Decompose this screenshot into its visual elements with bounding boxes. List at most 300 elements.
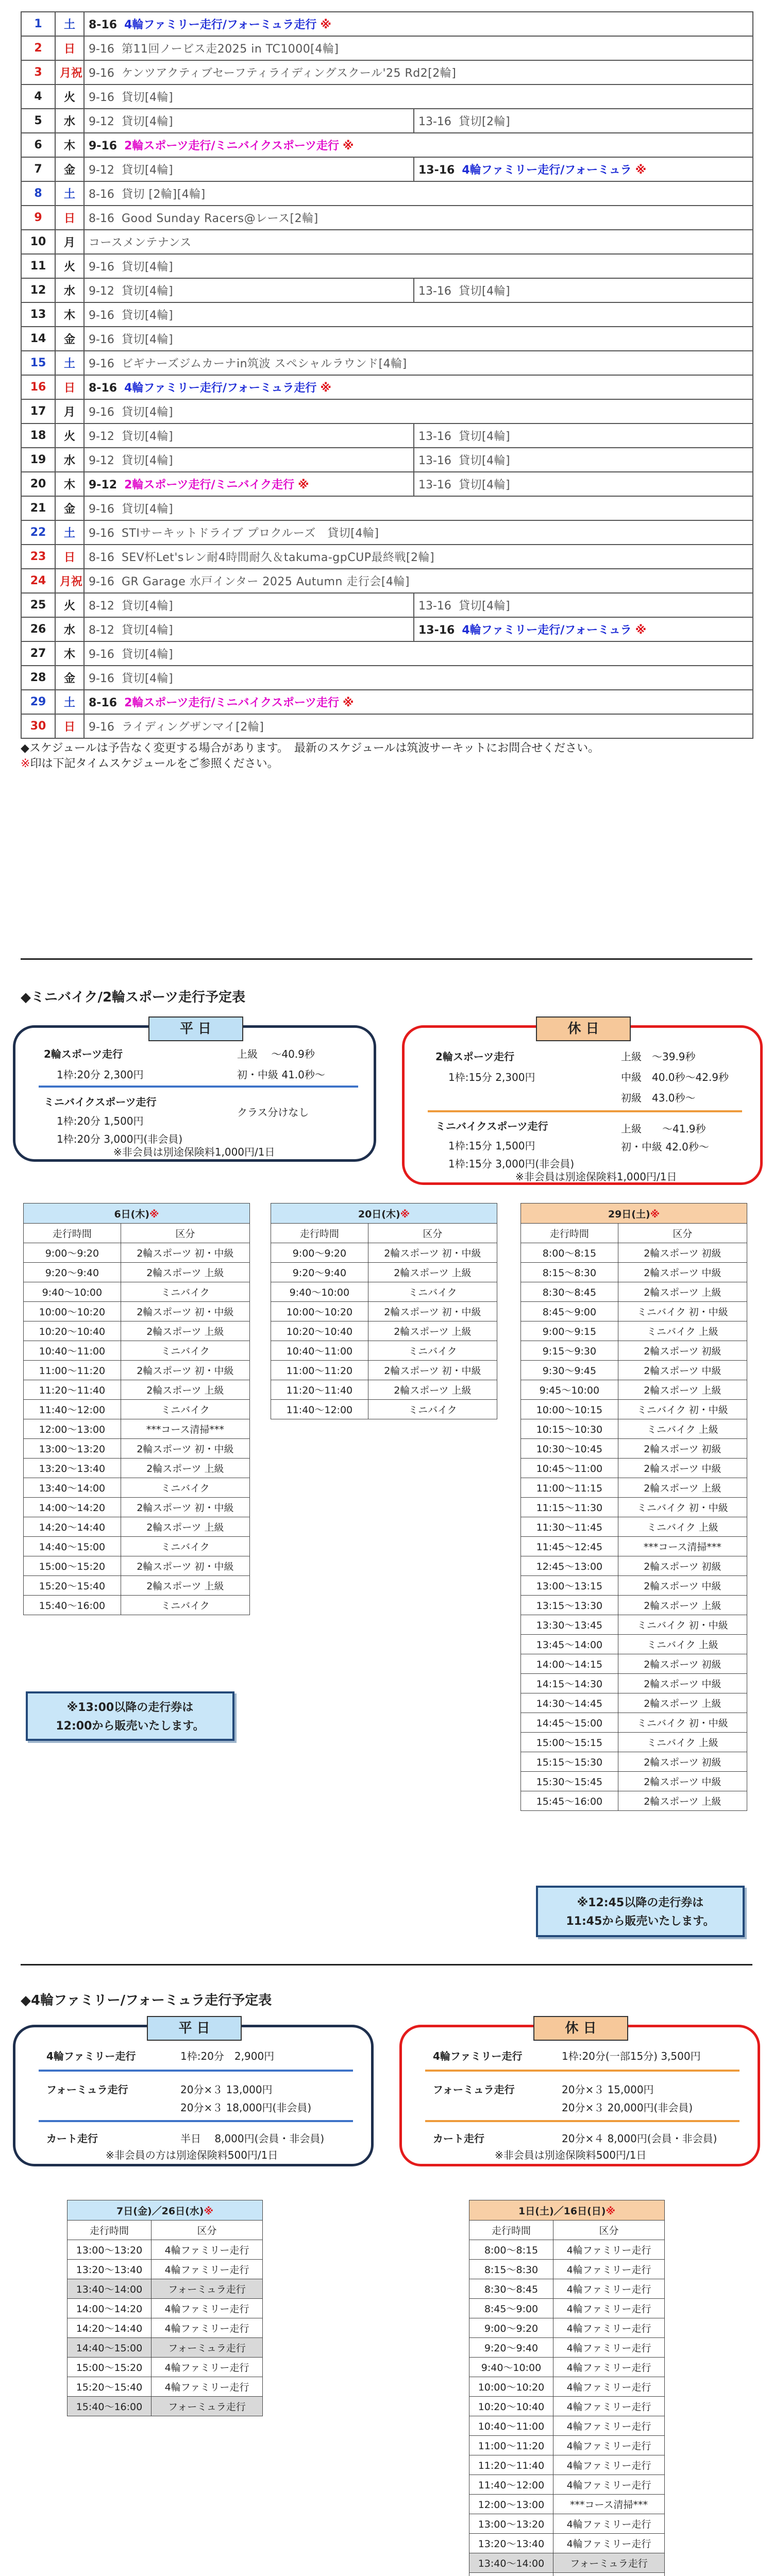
slot-category: 2輪スポーツ 初級 [618, 1439, 747, 1459]
slot-event: 貸切[4輪] [458, 285, 511, 298]
day-number: 16 [21, 375, 55, 399]
weekday: 金 [55, 157, 84, 181]
slot-time: 9-16 [89, 91, 114, 104]
slot-time: 9-16 [89, 721, 114, 734]
weekday: 月祝 [55, 60, 84, 84]
slot-event: 4輪ファミリー走行/フォーミュラ [462, 164, 632, 177]
slot-time: 13:20～13:40 [469, 2534, 553, 2553]
kart-label: カート走行 [46, 2132, 98, 2145]
slot-category: 2輪スポーツ 中級 [618, 1263, 747, 1282]
table-row [24, 1556, 250, 1576]
slot-time: 13:20～13:40 [68, 2260, 152, 2279]
slot-category: 2輪スポーツ 初級 [618, 1243, 747, 1263]
table-row [521, 1791, 747, 1811]
column-header-time: 走行時間 [68, 2221, 152, 2240]
notes-line-2-text: 印は下記タイムスケジュールをご参照ください。 [30, 757, 279, 770]
formula-price-1: 20分×３ 15,000円 [562, 2083, 654, 2096]
notice-line-1: ※13:00以降の走行券は [66, 1701, 194, 1714]
bike-sports-price: 1枠:15分 2,300円 [448, 1071, 535, 1083]
table-row [24, 1380, 250, 1400]
slot-time: 8-16 [89, 19, 117, 31]
slot-time: 13-16 [418, 115, 451, 128]
table-row [521, 1400, 747, 1419]
schedule-row [21, 666, 753, 690]
slot-category: フォーミュラ走行 [151, 2338, 262, 2358]
slot-category: 2輪スポーツ 初・中級 [121, 1243, 249, 1263]
table-caption-row [469, 2200, 665, 2221]
slot-event: 貸切 [2輪][4輪] [121, 188, 206, 201]
day-number: 23 [21, 545, 55, 569]
weekday: 月 [55, 399, 84, 423]
slot-time: 15:45～16:00 [521, 1791, 618, 1811]
slot-time: 14:40～15:00 [24, 1537, 121, 1556]
slot-time: 9:45～10:00 [521, 1380, 618, 1400]
event-cell [84, 36, 753, 60]
slot-time: 9-16 [89, 406, 114, 419]
schedule-row [21, 545, 753, 569]
slot-event: 貸切[4輪] [121, 624, 174, 637]
bike-class-3: 初級 43.0秒～ [621, 1092, 696, 1104]
slot-time: 10:15～10:30 [521, 1419, 618, 1439]
event-cell [84, 230, 753, 254]
slot-event: 貸切[4輪] [458, 479, 511, 492]
car-holiday-note: ※非会員は別途保険料500円/1日 [495, 2149, 647, 2161]
slot-time: 9-16 [89, 140, 117, 152]
table-row [24, 1400, 250, 1419]
slot-category: 2輪スポーツ 初・中級 [121, 1302, 249, 1321]
table-header-row [521, 1224, 747, 1243]
event-cell [84, 84, 753, 109]
bike-section-title: ◆ミニバイク/2輪スポーツ走行予定表 [21, 990, 246, 1005]
reference-mark: ※ [320, 19, 331, 31]
slot-category: ミニバイク [368, 1400, 497, 1419]
slot-event: Good Sunday Racers@レース[2輪] [121, 212, 318, 225]
schedule-row [21, 351, 753, 375]
event-cell [84, 520, 753, 545]
event-cell [84, 254, 753, 278]
weekday: 土 [55, 12, 84, 36]
slot-time: 15:20～15:40 [68, 2377, 152, 2397]
slot-time: 13-16 [418, 164, 455, 177]
table-header-row [68, 2221, 263, 2240]
slot-time: 13:30～13:45 [521, 1615, 618, 1635]
slot-category: ミニバイク 初・中級 [618, 1713, 747, 1733]
table-row [469, 2475, 665, 2495]
slot-category: ミニバイク 上級 [618, 1321, 747, 1341]
day-number: 3 [21, 60, 55, 84]
table-row [24, 1459, 250, 1478]
table-row [521, 1556, 747, 1576]
mini-price-2: 1枠:20分 3,000円(非会員) [57, 1133, 183, 1145]
table-row [521, 1419, 747, 1439]
family-price: 1枠:20分(一部15分) 3,500円 [562, 2050, 701, 2062]
slot-time: 13-16 [418, 454, 451, 467]
slot-category: 2輪スポーツ 中級 [618, 1361, 747, 1380]
event-cell [84, 496, 753, 520]
event-cell [84, 593, 414, 617]
slot-time: 13-16 [418, 600, 451, 613]
table-row [24, 1243, 250, 1263]
event-cell-afternoon [414, 617, 753, 641]
day-number: 5 [21, 109, 55, 133]
slot-category: 4輪ファミリー走行 [151, 2240, 262, 2260]
mini-class-1: 上級 ～41.9秒 [621, 1123, 706, 1135]
day-number: 15 [21, 351, 55, 375]
slot-category: 2輪スポーツ 中級 [618, 1459, 747, 1478]
slot-time: 9-16 [89, 358, 114, 370]
table-row [469, 2495, 665, 2514]
schedule-row [21, 60, 753, 84]
slot-time: 8-16 [89, 212, 114, 225]
slot-time: 10:40～11:00 [24, 1341, 121, 1361]
family-price: 1枠:20分 2,900円 [180, 2050, 275, 2062]
slot-category: 4輪ファミリー走行 [553, 2514, 664, 2534]
slot-time: 10:00～10:15 [521, 1400, 618, 1419]
day-number: 18 [21, 423, 55, 448]
day-number: 25 [21, 593, 55, 617]
slot-time: 8:00～8:15 [521, 1243, 618, 1263]
timetable-29th [520, 1203, 747, 1811]
column-header-time: 走行時間 [271, 1224, 368, 1243]
slot-time: 13-16 [418, 624, 455, 637]
caption-date: 29日(土) [608, 1208, 650, 1220]
table-row [24, 1517, 250, 1537]
day-number: 20 [21, 472, 55, 496]
car-weekday-note: ※非会員の方は別途保険料500円/1日 [106, 2149, 278, 2161]
schedule-row [21, 206, 753, 230]
slot-time: 13-16 [418, 430, 451, 443]
schedule-row [21, 109, 753, 133]
slot-time: 8-16 [89, 697, 117, 709]
day-number: 4 [21, 84, 55, 109]
slot-time: 13:20～13:40 [24, 1459, 121, 1478]
slot-time: 11:00～11:15 [521, 1478, 618, 1498]
table-row [271, 1243, 497, 1263]
slot-time: 9-12 [89, 479, 117, 492]
slot-time: 9-16 [89, 261, 114, 274]
slot-category: 4輪ファミリー走行 [553, 2279, 664, 2299]
table-row [521, 1263, 747, 1282]
slot-time: 8:15～8:30 [469, 2260, 553, 2279]
table-row [68, 2397, 263, 2416]
event-cell [84, 641, 753, 666]
table-row [24, 1596, 250, 1615]
weekday: 水 [55, 617, 84, 641]
slot-event: 2輪スポーツ走行/ミニバイクスポーツ走行 [124, 697, 339, 709]
slot-time: 15:40～16:00 [24, 1596, 121, 1615]
table-row [469, 2377, 665, 2397]
slot-category: ***コース清掃*** [553, 2495, 664, 2514]
event-cell-afternoon [414, 593, 753, 617]
reference-mark: ※ [298, 479, 309, 492]
slot-time: 12:45～13:00 [521, 1556, 618, 1576]
timetable-7th-26th [67, 2200, 263, 2416]
caption-date: 20日(木) [358, 1208, 400, 1220]
notice-29th [536, 1886, 745, 1937]
slot-time: 9:40～10:00 [469, 2358, 553, 2377]
table-row [24, 1282, 250, 1302]
day-number: 21 [21, 496, 55, 520]
slot-time: 9-16 [89, 67, 114, 80]
reference-mark: ※ [204, 2205, 213, 2217]
schedule-row [21, 690, 753, 714]
slot-event: 貸切[4輪] [121, 503, 174, 516]
table-row [521, 1772, 747, 1791]
slot-time: 15:00～15:20 [68, 2358, 152, 2377]
slot-time: 9:00～9:15 [521, 1321, 618, 1341]
slot-category: 2輪スポーツ 上級 [121, 1576, 249, 1596]
slot-time: 9-12 [89, 115, 114, 128]
table-row [521, 1752, 747, 1772]
slot-event: 貸切[4輪] [121, 406, 174, 419]
slot-event: 貸切[4輪] [121, 333, 174, 346]
slot-event: 貸切[4輪] [121, 309, 174, 322]
event-cell [84, 351, 753, 375]
slot-time: 13:00～13:15 [521, 1576, 618, 1596]
family-label: 4輪ファミリー走行 [46, 2050, 136, 2062]
weekday: 日 [55, 206, 84, 230]
slot-category: ミニバイク [368, 1282, 497, 1302]
notice-6th [26, 1691, 234, 1741]
schedule-row [21, 714, 753, 738]
timetable-1st-16th [469, 2200, 665, 2576]
slot-category: フォーミュラ走行 [151, 2397, 262, 2416]
table-row [68, 2318, 263, 2338]
slot-time: 8:15～8:30 [521, 1263, 618, 1282]
slot-time: 11:40～12:00 [469, 2475, 553, 2495]
slot-event: 貸切[4輪] [121, 600, 174, 613]
slot-category: ミニバイク 上級 [618, 1733, 747, 1752]
weekday: 水 [55, 448, 84, 472]
holiday-tag: 休 日 [536, 1016, 631, 1041]
slot-category: ミニバイク [121, 1341, 249, 1361]
kart-price: 半日 8,000円(会員・非会員) [180, 2132, 325, 2145]
slot-category: 2輪スポーツ 初級 [618, 1752, 747, 1772]
slot-category: 4輪ファミリー走行 [553, 2397, 664, 2416]
event-cell-afternoon [414, 278, 753, 302]
slot-category: 2輪スポーツ 上級 [121, 1380, 249, 1400]
slot-category: 2輪スポーツ 上級 [618, 1791, 747, 1811]
table-row [469, 2514, 665, 2534]
slot-category: 4輪ファミリー走行 [553, 2338, 664, 2358]
table-row [469, 2553, 665, 2573]
schedule-row [21, 641, 753, 666]
table-row [521, 1478, 747, 1498]
slot-category: ミニバイク [368, 1341, 497, 1361]
reference-mark: ※ [343, 697, 354, 709]
schedule-row [21, 327, 753, 351]
event-cell [84, 714, 753, 738]
divider-line [425, 2120, 740, 2122]
slot-time: 8-16 [89, 188, 114, 201]
weekday: 土 [55, 351, 84, 375]
slot-event: 貸切[4輪] [121, 430, 174, 443]
weekday: 火 [55, 423, 84, 448]
day-number: 6 [21, 133, 55, 157]
slot-time: 14:45～15:00 [521, 1713, 618, 1733]
slot-time: 8:45～9:00 [469, 2299, 553, 2318]
weekday: 火 [55, 254, 84, 278]
event-cell [84, 448, 414, 472]
slot-time: 13:00～13:20 [24, 1439, 121, 1459]
slot-time: 8:45～9:00 [521, 1302, 618, 1321]
divider-line [39, 2120, 353, 2122]
event-cell [84, 327, 753, 351]
table-row [271, 1282, 497, 1302]
slot-time: 13-16 [418, 285, 451, 298]
slot-time: 12:00～13:00 [24, 1419, 121, 1439]
table-row [24, 1263, 250, 1282]
slot-time: 14:40～15:00 [68, 2338, 152, 2358]
table-row [521, 1243, 747, 1263]
slot-time: 14:00～14:20 [24, 1498, 121, 1517]
car-holiday-price-box [399, 2021, 760, 2166]
table-row [24, 1419, 250, 1439]
slot-time: 15:00～15:20 [24, 1556, 121, 1576]
event-cell-afternoon [414, 423, 753, 448]
weekday: 土 [55, 690, 84, 714]
formula-label: フォーミュラ走行 [433, 2083, 515, 2096]
table-row [469, 2299, 665, 2318]
kart-label: カート走行 [433, 2132, 484, 2145]
slot-time: 10:20～10:40 [271, 1321, 368, 1341]
weekday: 木 [55, 472, 84, 496]
bike-weekday-price-box [13, 1021, 376, 1162]
slot-category: 2輪スポーツ 上級 [368, 1321, 497, 1341]
slot-time: 13:40～14:00 [68, 2279, 152, 2299]
table-row [469, 2318, 665, 2338]
column-header-category: 区分 [121, 1224, 249, 1243]
slot-category: 2輪スポーツ 上級 [368, 1263, 497, 1282]
event-cell [84, 12, 753, 36]
divider-line [428, 1110, 742, 1112]
table-row [68, 2377, 263, 2397]
slot-time: 9-16 [89, 503, 114, 516]
slot-time: 10:20～10:40 [24, 1321, 121, 1341]
weekday-tag: 平 日 [148, 1016, 243, 1041]
table-row [469, 2397, 665, 2416]
slot-time: 9-16 [89, 527, 114, 540]
slot-event: SEV杯Let'sレン耐4時間耐久＆takuma-gpCUP最終戦[2輪] [121, 551, 435, 564]
day-number: 7 [21, 157, 55, 181]
slot-time: 9:00～9:20 [271, 1243, 368, 1263]
slot-time: 9-16 [89, 672, 114, 685]
day-number: 28 [21, 666, 55, 690]
event-cell [84, 617, 414, 641]
weekday: 火 [55, 593, 84, 617]
slot-category: 2輪スポーツ 上級 [618, 1478, 747, 1498]
slot-category: 2輪スポーツ 上級 [618, 1282, 747, 1302]
table-row [271, 1263, 497, 1282]
slot-time: 10:45～11:00 [521, 1459, 618, 1478]
slot-time: 11:20～11:40 [24, 1380, 121, 1400]
slot-time: 15:30～15:45 [521, 1772, 618, 1791]
slot-time: 10:00～10:20 [271, 1302, 368, 1321]
reference-mark: ※ [320, 382, 331, 395]
slot-category: 2輪スポーツ 中級 [618, 1674, 747, 1693]
event-cell [84, 569, 753, 593]
slot-category: 4輪ファミリー走行 [553, 2455, 664, 2475]
weekday: 土 [55, 520, 84, 545]
slot-event: 4輪ファミリー走行/フォーミュラ走行 [124, 382, 317, 395]
column-header-category: 区分 [618, 1224, 747, 1243]
slot-time: 11:00～11:20 [271, 1361, 368, 1380]
slot-time [469, 2573, 553, 2576]
table-row [521, 1459, 747, 1478]
table-row [521, 1302, 747, 1321]
slot-event: 貸切[4輪] [121, 164, 174, 177]
table-row [469, 2534, 665, 2553]
slot-category: 2輪スポーツ 中級 [618, 1772, 747, 1791]
schedule-row [21, 302, 753, 327]
table-row [24, 1361, 250, 1380]
bike-class-1: 上級 ～40.9秒 [237, 1048, 315, 1060]
slot-event: ケンツアクティブセーフティライディングスクール'25 Rd2[2輪] [121, 67, 457, 80]
slot-time: 8:00～8:15 [469, 2240, 553, 2260]
slot-category: 2輪スポーツ 初・中級 [368, 1361, 497, 1380]
event-cell [84, 133, 753, 157]
weekday: 金 [55, 666, 84, 690]
table-row [521, 1439, 747, 1459]
slot-time: 9:00～9:20 [24, 1243, 121, 1263]
table-row [271, 1341, 497, 1361]
slot-time: 10:40～11:00 [271, 1341, 368, 1361]
slot-event: 貸切[4輪] [458, 430, 511, 443]
slot-time: 9:30～9:45 [521, 1361, 618, 1380]
weekday: 日 [55, 545, 84, 569]
slot-category: ***コース清掃*** [618, 1537, 747, 1556]
schedule-row [21, 472, 753, 496]
notice-line-2: 12:00から販売いたします。 [56, 1720, 205, 1733]
mini-class-2: 初・中級 42.0秒～ [621, 1141, 709, 1153]
day-number: 24 [21, 569, 55, 593]
table-caption [469, 2200, 665, 2221]
weekday: 日 [55, 714, 84, 738]
column-header-category: 区分 [368, 1224, 497, 1243]
table-row [521, 1674, 747, 1693]
slot-time: 11:40～12:00 [271, 1400, 368, 1419]
event-cell [84, 375, 753, 399]
slot-time: 11:45～12:45 [521, 1537, 618, 1556]
table-row [521, 1282, 747, 1302]
slot-category: 4輪ファミリー走行 [553, 2436, 664, 2455]
column-header-time: 走行時間 [521, 1224, 618, 1243]
schedule-row [21, 617, 753, 641]
weekday: 木 [55, 641, 84, 666]
slot-category: ミニバイク [121, 1478, 249, 1498]
day-number: 19 [21, 448, 55, 472]
table-row [521, 1517, 747, 1537]
day-number: 29 [21, 690, 55, 714]
column-header-category: 区分 [151, 2221, 262, 2240]
slot-category: 4輪ファミリー走行 [553, 2377, 664, 2397]
slot-event: ビギナーズジムカーナin筑波 スペシャルラウンド[4輪] [121, 358, 407, 370]
slot-category: 4輪ファミリー走行 [553, 2260, 664, 2279]
slot-time: 11:00～11:20 [469, 2436, 553, 2455]
notes-mark: ※ [21, 757, 30, 770]
weekday: 月祝 [55, 569, 84, 593]
slot-event: 貸切[4輪] [121, 285, 174, 298]
table-row [521, 1596, 747, 1615]
table-row [24, 1321, 250, 1341]
event-cell [84, 423, 414, 448]
bike-class-1: 上級 ～39.9秒 [621, 1050, 696, 1063]
table-row [24, 1439, 250, 1459]
slot-category: 2輪スポーツ 初級 [618, 1654, 747, 1674]
slot-time: 11:20～11:40 [271, 1380, 368, 1400]
slot-event: 貸切[4輪] [121, 454, 174, 467]
slot-event: 貸切[4輪] [458, 454, 511, 467]
